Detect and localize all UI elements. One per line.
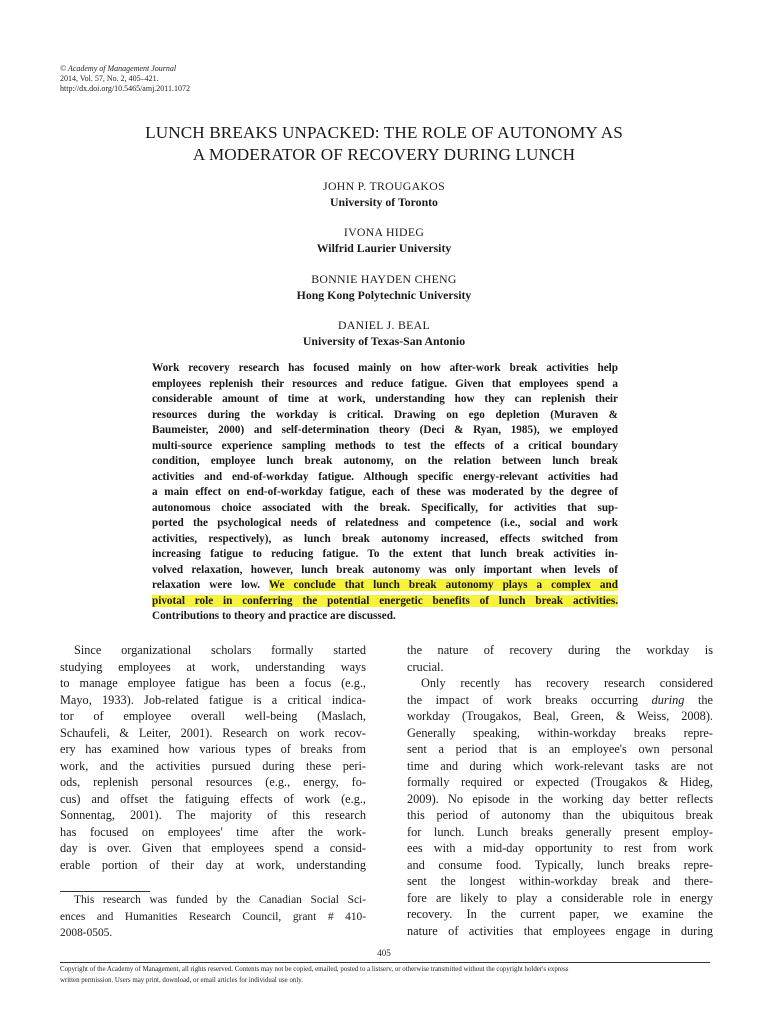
paper-title xyxy=(0,122,768,166)
body-line: Generally speaking, within-workday breaks repre- xyxy=(407,725,713,740)
abstract-line: increasing fatigue to reducing fatigue. To the extent that lunch break activities in- xyxy=(152,548,618,560)
highlighted-text: pivotal role in conferring the potential energetic benefits of lunch break activities. xyxy=(152,594,618,607)
abstract-line: activities, respectively), as lunch break autonomy increased, effects switched from xyxy=(152,532,618,545)
body-right-column xyxy=(407,642,713,939)
abstract-text: relaxation were low. xyxy=(152,579,261,591)
body-line: time and during which work-relevant tasks are not xyxy=(407,758,713,773)
abstract-line: ported the psychological needs of relatedness and competence (i.e., social and work xyxy=(152,517,618,529)
body-line: studying employees at work, understanding ways xyxy=(60,659,366,674)
author-name: BONNIE HAYDEN CHENG xyxy=(311,272,457,286)
abstract-line: resources during the workday is critical. Drawing on ego depletion (Muraven & xyxy=(152,408,618,421)
abstract-line: multi-source experience sampling methods to test the effects of a critical boundary xyxy=(152,439,618,452)
footnote-line: This research was funded by the Canadian Social Sci- xyxy=(74,894,366,906)
body-line: erable portion of their day at work, understanding xyxy=(60,857,366,872)
body-line: this period of autonomy than the ubiquitous break xyxy=(407,808,713,822)
journal-doi: http://dx.doi.org/10.5465/amj.2011.1072 xyxy=(60,84,190,93)
body-line: ery has examined how various types of breaks from xyxy=(60,742,366,756)
author-affiliation: University of Texas-San Antonio xyxy=(302,334,466,348)
author-1 xyxy=(0,178,768,210)
abstract-line: considerable amount of time at work, understanding how they can replenish their xyxy=(152,393,618,405)
body-line: recovery. In the current paper, we examine the xyxy=(407,907,713,921)
title-line-1: LUNCH BREAKS UNPACKED: THE ROLE OF AUTONOMY AS xyxy=(145,123,623,142)
body-line: formally required or expected (Trougakos & Hideg, xyxy=(407,775,713,789)
body-line: Since organizational scholars formally started xyxy=(74,643,366,657)
abstract xyxy=(152,361,618,625)
journal-name: © Academy of Management Journal xyxy=(60,64,177,73)
body-line: to manage employee fatigue has been a focus (e.g., xyxy=(60,676,366,690)
author-affiliation: Hong Kong Polytechnic University xyxy=(296,288,472,302)
body-line xyxy=(407,692,713,709)
body-line: cus) and offset the fatiguing effects of work (e.g., xyxy=(60,791,366,806)
abstract-line: condition, employee lunch break autonomy, on the relation between lunch break xyxy=(152,455,618,467)
abstract-line: Baumeister, 2000) and self-determination theory (Deci & Ryan, 1985), we employed xyxy=(152,424,618,436)
body-line: Sonnentag, 2001). The majority of this research xyxy=(60,808,366,822)
body-line: Only recently has recovery research considered xyxy=(421,676,713,690)
footnote-line: ences and Humanities Research Council, grant # 410- xyxy=(60,910,366,923)
author-affiliation: University of Toronto xyxy=(330,195,438,209)
body-line: work, and the activities pursued during these peri- xyxy=(60,758,366,773)
emphasis-text: during xyxy=(651,692,685,707)
title-line-2: A MODERATOR OF RECOVERY DURING LUNCH xyxy=(192,145,576,164)
body-line: ees with a mid-day opportunity to rest from work xyxy=(407,841,713,855)
body-line: workday (Trougakos, Beal, Green, & Weiss, 2008). xyxy=(407,709,713,723)
body-line: ods, replenish personal resources (e.g., energy, fo- xyxy=(60,775,366,789)
abstract-line xyxy=(152,594,618,610)
abstract-line xyxy=(152,578,618,594)
author-affiliation: Wilfrid Laurier University xyxy=(316,241,452,255)
body-line: and consume food. Typically, lunch breaks repre- xyxy=(407,857,713,872)
body-line: sent the longest within-workday break and there- xyxy=(407,874,713,888)
body-line: day is over. Given that employees spend a consid- xyxy=(60,841,366,855)
footnote-rule xyxy=(60,891,150,892)
author-name: DANIEL J. BEAL xyxy=(338,318,430,332)
author-3 xyxy=(0,271,768,303)
footnote-line: 2008-0505. xyxy=(60,927,113,939)
body-line: sent a period that is an employee's own personal xyxy=(407,742,713,756)
highlighted-text: We conclude that lunch break autonomy plays a complex and xyxy=(268,579,618,591)
body-line: crucial. xyxy=(407,659,444,674)
journal-volume: 2014, Vol. 57, No. 2, 405–421. xyxy=(60,74,159,83)
abstract-line: Contributions to theory and practice are discussed. xyxy=(152,610,396,622)
author-name: IVONA HIDEG xyxy=(343,225,425,239)
body-line: for lunch. Lunch breaks generally present employ- xyxy=(407,824,713,839)
abstract-line: Work recovery research has focused mainly on how after-work break activities help xyxy=(152,362,618,374)
footer-rule xyxy=(60,962,710,963)
copyright-notice xyxy=(60,965,710,986)
author-4 xyxy=(0,317,768,349)
body-text: the impact of work breaks occurring xyxy=(407,692,652,707)
copyright-line: Copyright of the Academy of Management, all rights reserved. Contents may not be copied, emailed, posted to a listserv, or otherwise transmitted without the copyright holder's express xyxy=(60,966,569,973)
body-text: the xyxy=(684,692,713,707)
author-2 xyxy=(0,224,768,256)
copyright-line: written permission. Users may print, download, or email articles for individual use only. xyxy=(60,976,303,984)
body-line: Mayo, 1933). Job-related fatigue is a critical indica- xyxy=(60,692,366,707)
body-line: fore are likely to play a considerable role in energy xyxy=(407,890,713,905)
abstract-line: volved relaxation, however, lunch break autonomy was only important when levels of xyxy=(152,563,618,576)
abstract-line: autonomous choice associated with the break. Specifically, for activities that sup- xyxy=(152,501,618,514)
page-number: 405 xyxy=(377,948,391,958)
abstract-line: activities and end-of-workday fatigue. Although specific energy-relevant activities had xyxy=(152,470,618,483)
body-line: has focused on employees' time after the work- xyxy=(60,824,366,839)
abstract-line: a main effect on end-of-workday fatigue, each of these was moderated by the degree of xyxy=(152,486,618,498)
body-line: the nature of recovery during the workday is xyxy=(407,643,713,657)
journal-info xyxy=(60,64,190,94)
body-line: tor of employee overall well-being (Maslach, xyxy=(60,709,366,723)
body-line: Schaufeli, & Leiter, 2001). Research on work recov- xyxy=(60,725,366,740)
body-line: 2009). No episode in the working day better reflects xyxy=(407,791,713,806)
author-name: JOHN P. TROUGAKOS xyxy=(323,179,445,193)
abstract-line: employees replenish their resources and reduce fatigue. Given that employees spend a xyxy=(152,377,618,390)
body-line: nature of activities that employees engage in during xyxy=(407,923,713,938)
footnote xyxy=(60,893,366,943)
body-left-column xyxy=(60,642,366,873)
